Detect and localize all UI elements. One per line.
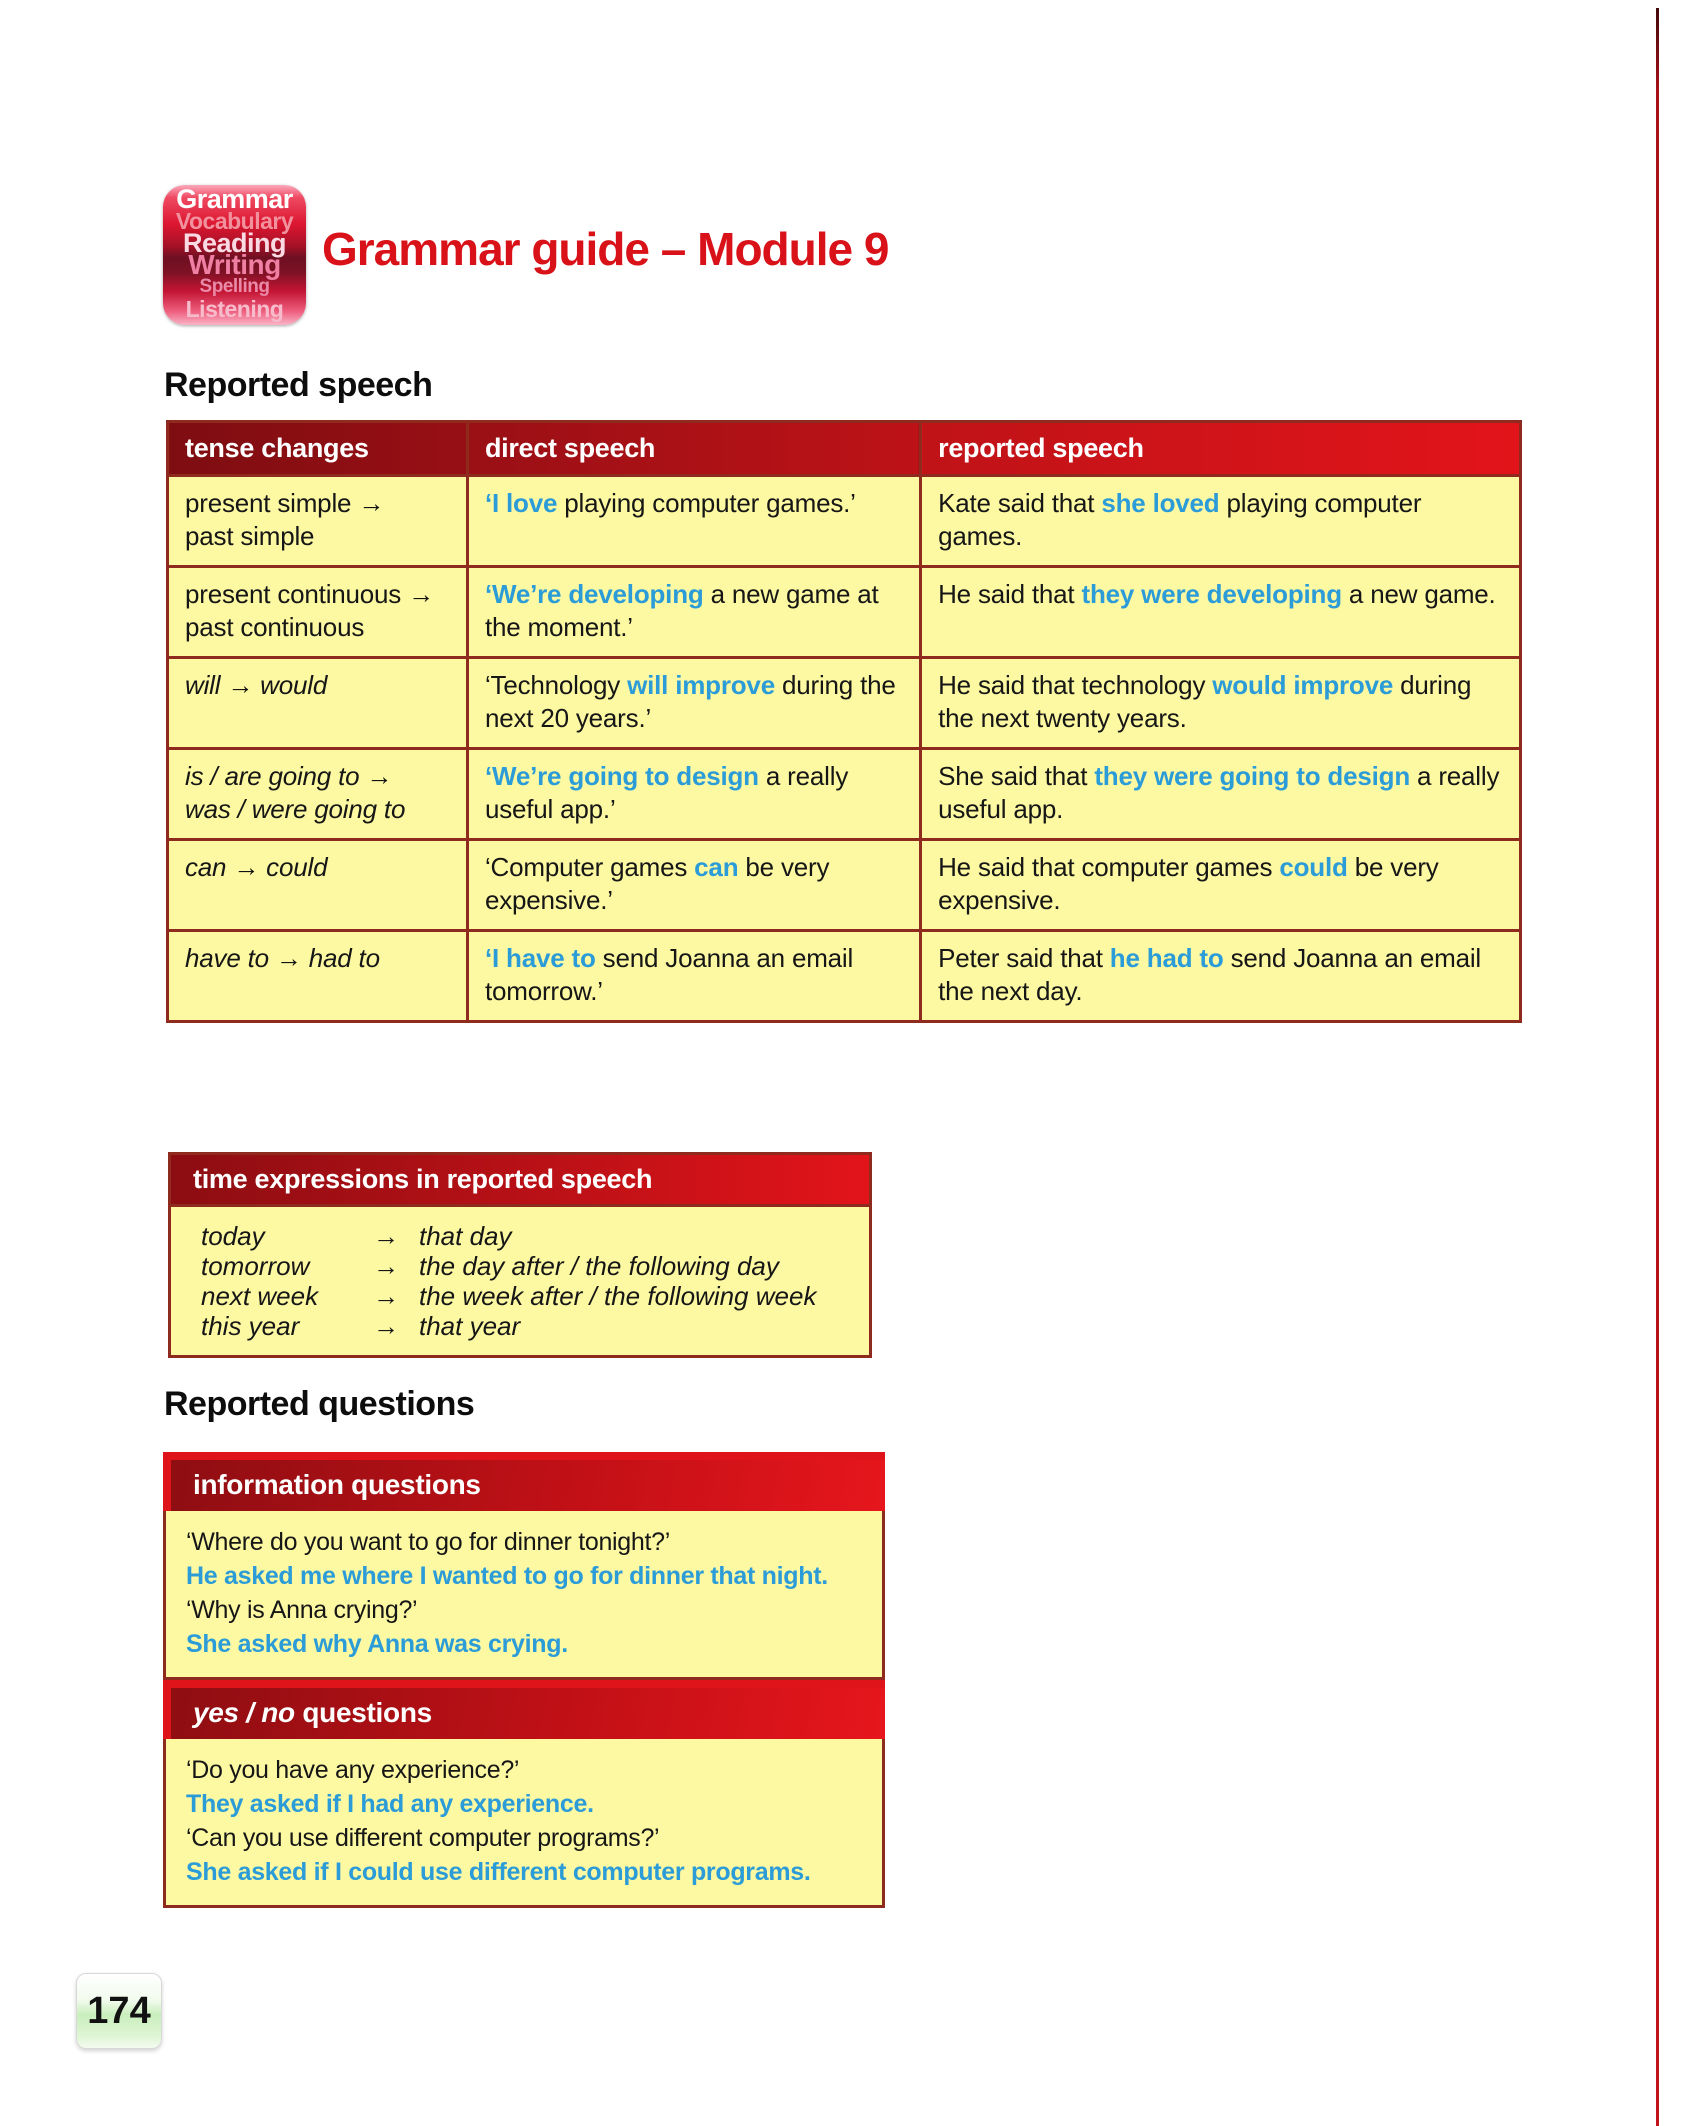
text-segment: they were going to design (1094, 761, 1411, 791)
text-segment: → (408, 579, 434, 609)
text-segment: be very expensive. (938, 852, 1439, 915)
reported-speech-cell (921, 567, 1521, 658)
text-segment: present continuous (185, 579, 409, 609)
text-segment: → (233, 852, 260, 882)
arrow-icon: → (373, 1221, 399, 1251)
table-header-row (168, 422, 1521, 476)
text-segment: he had to (1109, 943, 1224, 973)
text-segment: send Joanna an email tomorrow.’ (484, 943, 854, 1006)
text-segment: a really useful app.’ (484, 761, 849, 824)
reported-speech-table (166, 420, 1522, 1023)
time-expressions-heading: time expressions in reported speech (171, 1155, 869, 1204)
tense-change-cell (168, 567, 468, 658)
time-term: this year (201, 1311, 300, 1341)
tense-change-cell (168, 931, 468, 1022)
yes-no-questions-body (163, 1739, 885, 1908)
time-term: today (201, 1221, 265, 1251)
reported-speech-cell (921, 476, 1521, 567)
question-line (186, 1525, 868, 1559)
time-replacement: that year (419, 1311, 521, 1341)
text-segment: she loved (1101, 488, 1220, 518)
tense-change-cell (168, 476, 468, 567)
text-segment: ‘Technology (484, 670, 628, 700)
information-questions-body (163, 1511, 885, 1680)
text-segment: could (1279, 852, 1348, 882)
column-header-direct-speech: direct speech (467, 422, 920, 476)
reported-speech-cell (921, 840, 1521, 931)
page-number-badge: 174 (76, 1973, 162, 2049)
question-line (186, 1787, 868, 1821)
text-segment: They asked if I had any experience. (186, 1790, 594, 1818)
course-logo (163, 185, 306, 325)
table-row (168, 931, 1521, 1022)
direct-speech-cell (467, 476, 920, 567)
time-expressions-body (171, 1204, 869, 1355)
text-segment: → (366, 761, 393, 791)
text-segment: ‘Can you use different computer programs?’ (186, 1824, 660, 1852)
table-row (168, 840, 1521, 931)
text-segment: ‘Computer games (484, 852, 695, 882)
text-segment: can (185, 852, 234, 882)
time-expressions-box (168, 1152, 872, 1358)
reported-questions-panel (163, 1452, 885, 1908)
text-segment: ‘We’re developing (484, 579, 704, 609)
text-segment: they were developing (1081, 579, 1342, 609)
time-term: next week (201, 1281, 319, 1311)
logo-word: Vocabulary (175, 208, 294, 234)
information-questions-heading (163, 1452, 885, 1511)
text-segment: She said that (938, 761, 1095, 791)
text-segment: He asked me where I wanted to go for dinner that night. (186, 1562, 828, 1590)
table-row (168, 658, 1521, 749)
text-segment: He said that technology (938, 670, 1213, 700)
reported-questions-heading: Reported questions (164, 1385, 475, 1423)
text-segment: She asked why Anna was crying. (186, 1630, 568, 1658)
direct-speech-cell (467, 658, 920, 749)
tense-change-cell (168, 749, 468, 840)
text-segment: be very expensive.’ (484, 852, 830, 915)
time-expression-row (201, 1251, 869, 1281)
text-segment: ‘Where do you want to go for dinner tonight?’ (186, 1528, 671, 1556)
text-segment: information questions (193, 1469, 481, 1500)
tense-change-cell (168, 840, 468, 931)
question-line (186, 1855, 868, 1889)
text-segment: could (259, 852, 328, 882)
text-segment: playing computer games.’ (557, 488, 856, 518)
arrow-icon: → (373, 1281, 399, 1311)
text-segment: past simple (185, 521, 315, 551)
text-segment: a new game. (1341, 579, 1496, 609)
time-expression-row (201, 1281, 869, 1311)
text-segment: would improve (1212, 670, 1394, 700)
text-segment: have to (185, 943, 276, 973)
text-segment: Peter said that (938, 943, 1110, 973)
text-segment: will (185, 670, 228, 700)
text-segment: is / are going to (185, 761, 367, 791)
reported-speech-cell (921, 749, 1521, 840)
logo-word: Writing (188, 249, 281, 280)
time-replacement: that day (419, 1221, 512, 1251)
tense-change-cell (168, 658, 468, 749)
question-line (186, 1753, 868, 1787)
logo-word: Grammar (176, 185, 293, 214)
text-segment: ‘Do you have any experience?’ (186, 1756, 520, 1784)
page-title: Grammar guide – Module 9 (322, 223, 889, 275)
logo-word: Listening (185, 296, 284, 322)
text-segment: playing computer games. (938, 488, 1422, 551)
text-segment: will improve (627, 670, 775, 700)
text-segment: ‘Why is Anna crying?’ (186, 1596, 418, 1624)
question-line (186, 1821, 868, 1855)
reported-speech-heading: Reported speech (164, 366, 433, 404)
column-header-reported-speech: reported speech (921, 422, 1521, 476)
text-segment: a new game at the moment.’ (484, 579, 879, 642)
text-segment: ‘I have to (484, 943, 596, 973)
time-expression-row (201, 1221, 869, 1251)
text-segment: present simple (185, 488, 359, 518)
text-segment: He said that (938, 579, 1082, 609)
time-replacement: the week after / the following week (419, 1281, 817, 1311)
text-segment: past continuous (185, 612, 365, 642)
page-edge-line (1656, 8, 1659, 2126)
text-segment: questions (294, 1697, 432, 1728)
reported-speech-cell (921, 658, 1521, 749)
text-segment: was / were going to (185, 794, 406, 824)
text-segment: a really useful app. (938, 761, 1500, 824)
question-line (186, 1627, 868, 1661)
text-segment: would (253, 670, 328, 700)
direct-speech-cell (467, 931, 920, 1022)
text-segment: during the next twenty years. (938, 670, 1472, 733)
text-segment: Kate said that (938, 488, 1102, 518)
question-line (186, 1593, 868, 1627)
table-row (168, 567, 1521, 658)
time-replacement: the day after / the following day (419, 1251, 779, 1281)
text-segment: → (227, 670, 254, 700)
logo-word: Spelling (199, 276, 270, 297)
text-segment: ‘We’re going to design (484, 761, 759, 791)
direct-speech-cell (467, 567, 920, 658)
text-segment: → (275, 943, 302, 973)
time-expression-row (201, 1311, 869, 1341)
text-segment: during the next 20 years.’ (484, 670, 896, 733)
text-segment: can (694, 852, 739, 882)
arrow-icon: → (373, 1311, 399, 1341)
reported-speech-cell (921, 931, 1521, 1022)
text-segment: send Joanna an email the next day. (938, 943, 1481, 1006)
arrow-icon: → (373, 1251, 399, 1281)
table-row (168, 476, 1521, 567)
text-segment: ‘I love (484, 488, 558, 518)
text-segment: → (358, 488, 385, 518)
time-term: tomorrow (201, 1251, 310, 1281)
question-line (186, 1559, 868, 1593)
table-row (168, 749, 1521, 840)
logo-word: Reading (182, 228, 286, 258)
direct-speech-cell (467, 749, 920, 840)
text-segment: He said that computer games (938, 852, 1280, 882)
direct-speech-cell (467, 840, 920, 931)
column-header-tense-changes: tense changes (168, 422, 468, 476)
text-segment: had to (301, 943, 380, 973)
text-segment: yes / no (193, 1697, 295, 1728)
text-segment: She asked if I could use different computer programs. (186, 1858, 811, 1886)
yes-no-questions-heading (163, 1680, 885, 1739)
